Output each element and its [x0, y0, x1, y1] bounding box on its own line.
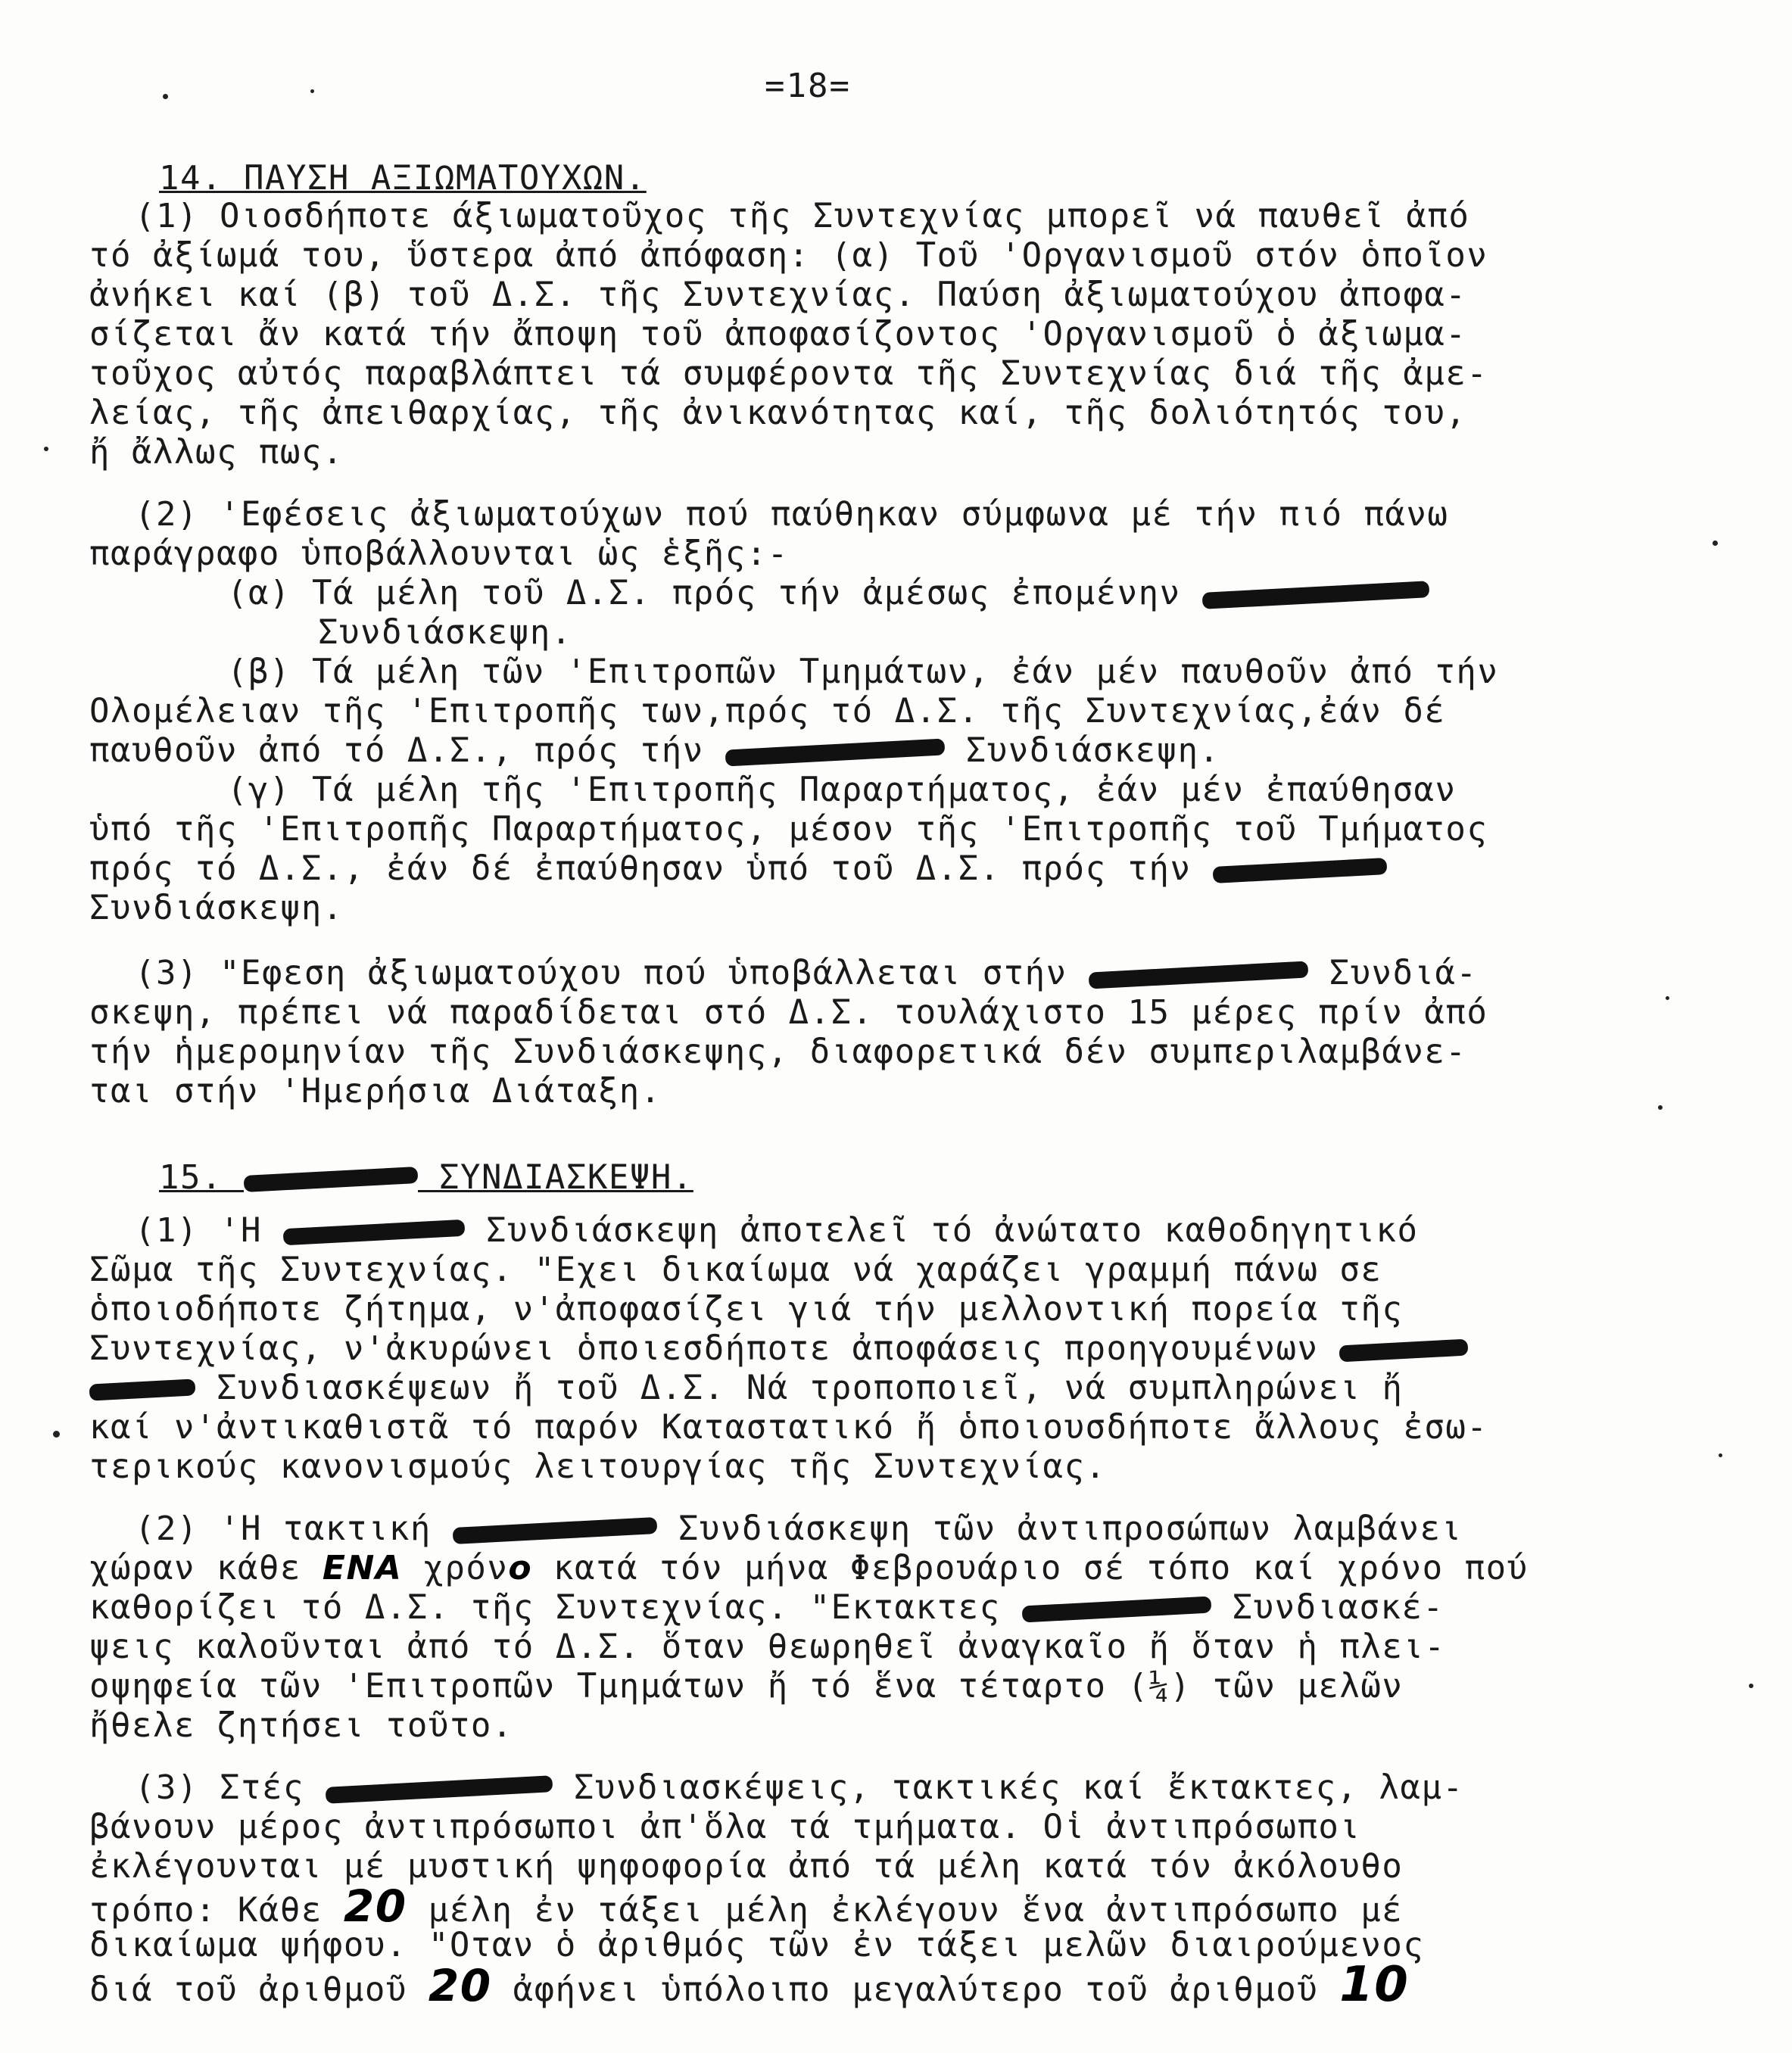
s15-p3-line-6 — [89, 1957, 1410, 2013]
s14-p2-line-7 — [89, 731, 1220, 771]
s14-p2-c-text: πρός τό Δ.Σ., ἐάν δέ ἐπαύθησαν ὑπό τοῦ Δ.Σ. πρός τήν — [89, 849, 1192, 888]
s15-heading-text: ΣΥΝΔΙΑΣΚΕΨΗ. — [438, 1158, 693, 1197]
s15-p3-l6-mid: ἀφήνει ὑπόλοιπο μεγαλύτερο τοῦ ἀριθμοῦ — [513, 1970, 1319, 2009]
s15-p2-start: (2) 'Η τακτική — [135, 1509, 432, 1548]
s15-p2-line-6: ἤθελε ζητήσει τοῦτο. — [89, 1706, 513, 1745]
s15-p2-line-3 — [89, 1588, 1445, 1628]
scan-speck — [1658, 1105, 1663, 1110]
handwritten-20-second: 20 — [428, 1960, 492, 2011]
s14-p2-line-10 — [89, 849, 1387, 889]
struck-word — [452, 1517, 657, 1544]
s14-p2-line-11: Συνδιάσκεψη. — [89, 889, 344, 927]
s14-line-5: τοῦχος αὐτός παραβλάπτει τά συμφέροντα τῆς Συντεχνίας διά τῆς ἀμε- — [89, 354, 1488, 393]
s14-line-2: τό ἀξίωμά του, ὕστερα ἀπό ἀπόφαση: (α) Τοῦ 'Οργανισμοῦ στόν ὁποῖον — [89, 236, 1488, 275]
s15-p3-l4-end: μέλη ἐν τάξει μέλη ἐκλέγουν ἕνα ἀντιπρόσωπο μέ — [428, 1891, 1404, 1930]
handwritten-10: 10 — [1339, 1957, 1410, 2013]
s14-line-4: σίζεται ἄν κατά τήν ἄποψη τοῦ ἀποφασίζοντος 'Οργανισμοῦ ὁ ἀξιωμα- — [89, 315, 1467, 354]
s14-p3-start: (3) "Εφεση ἀξιωματούχου πού ὑποβάλλεται στήν — [135, 954, 1067, 992]
s14-p3-line-3: τήν ἡμερομηνίαν τῆς Συνδιάσκεψης, διαφορετικά δέν συμπεριλαμβάνε- — [89, 1033, 1467, 1071]
s15-p2-line-5: οψηφεία τῶν 'Επιτροπῶν Τμημάτων ἤ τό ἕνα τέταρτο (¼) τῶν μελῶν — [89, 1667, 1404, 1706]
struck-word — [244, 1167, 419, 1192]
scan-speck — [1719, 1453, 1722, 1457]
struck-word — [1212, 858, 1387, 883]
s15-p2-line-4: ψεις καλοῦνται ἀπό τό Δ.Σ. ὅταν θεωρηθεῖ ἀναγκαῖο ἤ ὅταν ἡ πλει- — [89, 1628, 1446, 1666]
handwritten-20: 20 — [343, 1880, 407, 1932]
s15-p1-start: (1) 'Η — [135, 1211, 262, 1250]
struck-word — [326, 1775, 553, 1804]
s14-p2-line-1: (2) 'Εφέσεις ἀξιωματούχων πού παύθηκαν σύμφωνα μέ τήν πιό πάνω — [135, 495, 1449, 534]
page-number: =18= — [765, 67, 851, 105]
s15-p3-start: (3) Στές — [135, 1768, 304, 1807]
s14-p3-line-4: ται στήν 'Ημερήσια Διάταξη. — [89, 1072, 662, 1111]
s15-p2-line-1 — [135, 1509, 1463, 1549]
s14-line-6: λείας, τῆς ἀπειθαρχίας, τῆς ἀνικανότητας καί, τῆς δολιότητός του, — [89, 394, 1467, 432]
s15-p1-line-3: ὁποιοδήποτε ζήτημα, ν'ἀποφασίζει γιά τήν μελλοντική πορεία τῆς — [89, 1290, 1404, 1329]
section-14-heading: 14. ΠΑΥΣΗ ΑΞΙΩΜΑΤΟΥΧΩΝ. — [159, 159, 647, 198]
s14-p3-line-1 — [135, 954, 1478, 993]
s14-p2-line-9: ὑπό τῆς 'Επιτροπῆς Παραρτήματος, μέσον τῆς 'Επιτροπῆς τοῦ Τμήματος — [89, 810, 1488, 849]
s14-p2-line-4: Συνδιάσκεψη. — [318, 613, 572, 652]
s15-p3-line-4 — [89, 1880, 1404, 1932]
s15-p1-line-7: τερικούς κανονισμούς λειτουργίας τῆς Συντεχνίας. — [89, 1447, 1107, 1486]
scan-speck — [1749, 1684, 1753, 1688]
s15-p1-line-6: καί ν'ἀντικαθιστᾶ τό παρόν Καταστατικό ἤ ὁποιουσδήποτε ἄλλους ἐσω- — [89, 1408, 1488, 1447]
s15-heading-num: 15. — [159, 1158, 223, 1197]
s14-p2-line-6: Ολομέλειαν τῆς 'Επιτροπῆς των,πρός τό Δ.Σ. τῆς Συντεχνίας,ἐάν δέ — [89, 692, 1446, 731]
scan-speck — [1666, 996, 1669, 1000]
struck-word — [1201, 581, 1429, 609]
scan-speck — [310, 89, 314, 93]
handwritten-ena: ΕΝΑ — [322, 1549, 403, 1587]
handwritten-ending: ο — [508, 1549, 533, 1587]
s14-p2-b-text: παυθοῦν ἀπό τό Δ.Σ., πρός τήν — [89, 731, 704, 770]
s14-p2-line-8: (γ) Τά μέλη τῆς 'Επιτροπῆς Παραρτήματος, ἐάν μέν ἐπαύθησαν — [227, 771, 1457, 809]
s15-p1-line-2: Σῶμα τῆς Συντεχνίας. "Εχει δικαίωμα νά χαράζει γραμμή πάνω σε — [89, 1251, 1382, 1289]
s15-p2-l3-start: καθορίζει τό Δ.Σ. τῆς Συντεχνίας. "Εκτακτες — [89, 1588, 1001, 1627]
s15-p1-line-4 — [89, 1329, 1468, 1369]
s14-p2-line-3 — [227, 574, 1429, 613]
s14-p2-line-2: παράγραφο ὑποβάλλουνται ὡς ἑξῆς:- — [89, 534, 789, 573]
s15-p3-l4-start: τρόπο: Κάθε — [89, 1891, 323, 1930]
struck-word — [1088, 961, 1308, 989]
s15-p2-chron: χρόν — [423, 1549, 509, 1587]
s15-p2-l2-end: κατά τόν μήνα Φεβρουάριο σέ τόπο καί χρόνο πού — [553, 1549, 1529, 1587]
s15-p1-l5-text: Συνδιασκέψεων ἤ τοῦ Δ.Σ. Νά τροποποιεῖ, νά συμπληρώνει ἤ — [217, 1369, 1404, 1407]
s14-line-3: ἀνήκει καί (β) τοῦ Δ.Σ. τῆς Συντεχνίας. Παύση ἀξιωματούχου ἀποφα- — [89, 276, 1467, 314]
struck-word — [89, 1379, 196, 1400]
s14-p2-a-text: (α) Τά μέλη τοῦ Δ.Σ. πρός τήν ἀμέσως ἐπομένην — [227, 574, 1181, 612]
s15-p3-line-5: δικαίωμα ψήφου. "Οταν ὁ ἀριθμός τῶν ἐν τάξει μελῶν διαιρούμενος — [89, 1926, 1425, 1964]
s15-p1-l4-text: Συντεχνίας, ν'ἀκυρώνει ὁποιεσδήποτε ἀποφάσεις προηγουμένων — [89, 1329, 1319, 1368]
s15-p2-end: Συνδιάσκεψη τῶν ἀντιπροσώπων λαμβάνει — [678, 1509, 1463, 1548]
s14-p2-b-end: Συνδιάσκεψη. — [965, 731, 1220, 770]
s15-p2-l2-start: χώραν κάθε — [89, 1549, 301, 1587]
s15-p3-end: Συνδιασκέψεις, τακτικές καί ἔκτακτες, λαμ- — [573, 1768, 1464, 1807]
s14-line-1: (1) Οιοσδήποτε άξιωματοῦχος τῆς Συντεχνίας μπορεῖ νά παυθεῖ ἀπό — [135, 197, 1470, 235]
s15-p2-l3-end: Συνδιασκέ- — [1232, 1588, 1445, 1627]
s15-p3-l6-start: διά τοῦ ἀριθμοῦ — [89, 1970, 407, 2009]
struck-word — [1021, 1596, 1211, 1622]
scan-speck — [44, 447, 48, 451]
s15-p2-line-2 — [89, 1549, 1529, 1588]
s15-p3-line-3: ἐκλέγουνται μέ μυστική ψηφοφορία ἀπό τά μέλη κατά τόν ἀκόλουθο — [89, 1847, 1404, 1886]
s15-p1-line-5 — [89, 1369, 1403, 1408]
s15-p1-end: Συνδιάσκεψη ἀποτελεῖ τό ἀνώτατο καθοδηγητικό — [485, 1211, 1419, 1250]
s14-p2-line-5: (β) Τά μέλη τῶν 'Επιτροπῶν Τμημάτων, ἐάν μέν παυθοῦν ἀπό τήν — [227, 653, 1499, 691]
s15-p3-line-1 — [135, 1768, 1464, 1808]
s15-p3-line-2: βάνουν μέρος ἀντιπρόσωποι ἀπ'ὅλα τά τμήματα. Οἱ ἀντιπρόσωποι — [89, 1808, 1361, 1846]
s14-line-7: ἤ ἄλλως πως. — [89, 433, 344, 472]
struck-word — [725, 738, 945, 766]
s14-p3-end: Συνδιά- — [1329, 954, 1478, 992]
s15-p1-line-1 — [135, 1211, 1419, 1251]
struck-word — [283, 1220, 466, 1246]
scan-speck — [163, 94, 168, 99]
struck-word — [1339, 1339, 1469, 1363]
s14-p3-line-2: σκεψη, πρέπει νά παραδίδεται στό Δ.Σ. τουλάχιστο 15 μέρες πρίν ἀπό — [89, 993, 1488, 1032]
section-15-heading — [159, 1158, 693, 1198]
scan-speck — [1713, 541, 1718, 546]
scan-speck — [53, 1431, 60, 1438]
